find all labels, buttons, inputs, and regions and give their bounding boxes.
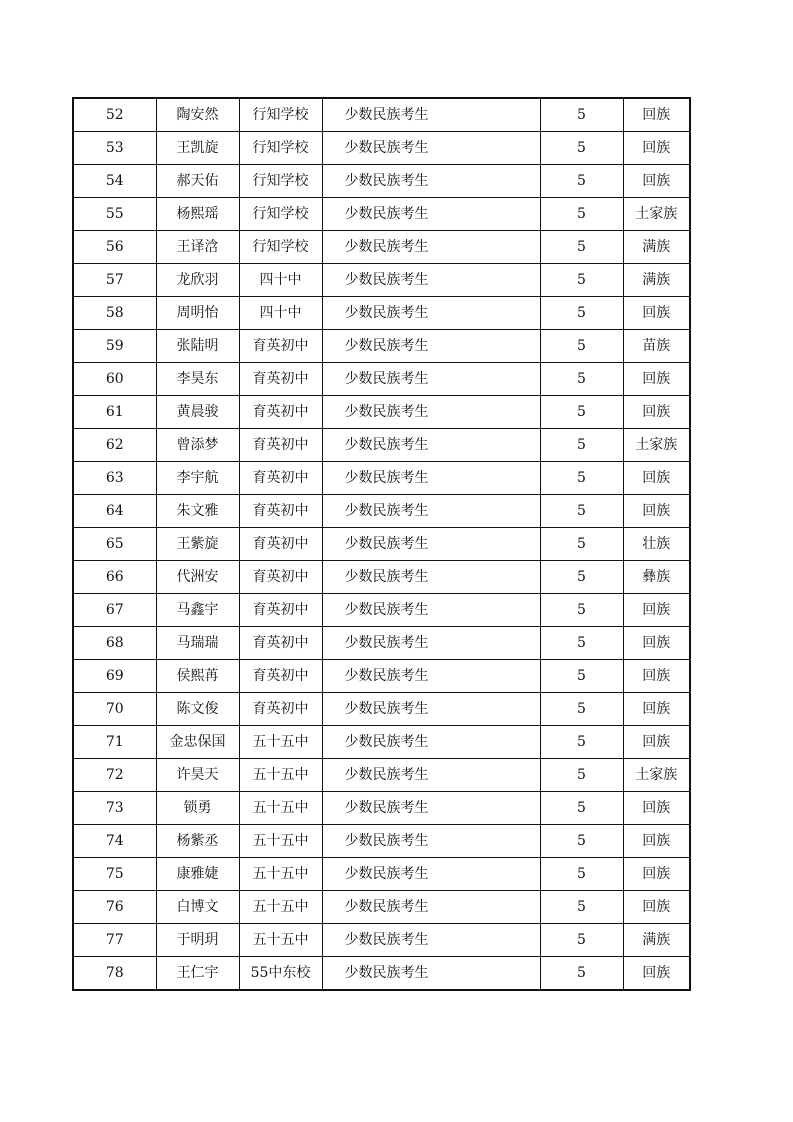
cell-ethnicity: 苗族: [623, 330, 690, 363]
cell-student-name: 锁勇: [156, 792, 239, 825]
cell-student-name: 李宇航: [156, 462, 239, 495]
cell-school: 五十五中: [239, 858, 322, 891]
cell-student-name: 白博文: [156, 891, 239, 924]
cell-bonus-points: 5: [540, 792, 623, 825]
cell-ethnicity: 回族: [623, 825, 690, 858]
cell-school: 育英初中: [239, 495, 322, 528]
cell-school: 育英初中: [239, 462, 322, 495]
cell-ethnicity: 回族: [623, 858, 690, 891]
cell-ethnicity: 彝族: [623, 561, 690, 594]
cell-school: 育英初中: [239, 396, 322, 429]
cell-school: 育英初中: [239, 660, 322, 693]
cell-ethnicity: 壮族: [623, 528, 690, 561]
cell-ethnicity: 回族: [623, 462, 690, 495]
cell-school: 四十中: [239, 297, 322, 330]
cell-ethnicity: 回族: [623, 957, 690, 991]
cell-bonus-points: 5: [540, 462, 623, 495]
cell-bonus-points: 5: [540, 297, 623, 330]
table-row: [73, 957, 690, 991]
table-row: [73, 495, 690, 528]
cell-school: 行知学校: [239, 98, 322, 132]
table-row: [73, 594, 690, 627]
cell-school: 育英初中: [239, 693, 322, 726]
table-row: [73, 660, 690, 693]
cell-school: 行知学校: [239, 132, 322, 165]
cell-ethnicity: 土家族: [623, 198, 690, 231]
cell-student-name: 王紫旋: [156, 528, 239, 561]
cell-number: 61: [73, 396, 156, 429]
cell-ethnicity: 回族: [623, 693, 690, 726]
table-row: [73, 132, 690, 165]
cell-ethnicity: 回族: [623, 297, 690, 330]
cell-category: 少数民族考生: [322, 231, 540, 264]
cell-ethnicity: 回族: [623, 660, 690, 693]
cell-bonus-points: 5: [540, 231, 623, 264]
cell-ethnicity: 土家族: [623, 429, 690, 462]
cell-student-name: 王译浛: [156, 231, 239, 264]
cell-number: 59: [73, 330, 156, 363]
cell-school: 育英初中: [239, 528, 322, 561]
cell-school: 五十五中: [239, 825, 322, 858]
cell-student-name: 陶安然: [156, 98, 239, 132]
cell-student-name: 朱文雅: [156, 495, 239, 528]
cell-bonus-points: 5: [540, 98, 623, 132]
cell-bonus-points: 5: [540, 693, 623, 726]
cell-number: 76: [73, 891, 156, 924]
cell-student-name: 康雅婕: [156, 858, 239, 891]
cell-bonus-points: 5: [540, 363, 623, 396]
table-row: [73, 726, 690, 759]
cell-ethnicity: 回族: [623, 363, 690, 396]
cell-ethnicity: 回族: [623, 396, 690, 429]
cell-bonus-points: 5: [540, 165, 623, 198]
cell-ethnicity: 回族: [623, 98, 690, 132]
cell-number: 63: [73, 462, 156, 495]
cell-number: 64: [73, 495, 156, 528]
cell-ethnicity: 回族: [623, 792, 690, 825]
cell-number: 72: [73, 759, 156, 792]
cell-bonus-points: 5: [540, 957, 623, 991]
cell-ethnicity: 回族: [623, 132, 690, 165]
cell-category: 少数民族考生: [322, 132, 540, 165]
cell-school: 育英初中: [239, 330, 322, 363]
cell-number: 57: [73, 264, 156, 297]
cell-bonus-points: 5: [540, 858, 623, 891]
cell-category: 少数民族考生: [322, 297, 540, 330]
cell-bonus-points: 5: [540, 330, 623, 363]
cell-ethnicity: 满族: [623, 264, 690, 297]
cell-bonus-points: 5: [540, 759, 623, 792]
cell-school: 五十五中: [239, 792, 322, 825]
cell-student-name: 周明怡: [156, 297, 239, 330]
cell-bonus-points: 5: [540, 528, 623, 561]
cell-student-name: 杨熙瑶: [156, 198, 239, 231]
table-row: [73, 429, 690, 462]
cell-category: 少数民族考生: [322, 726, 540, 759]
table-row: [73, 891, 690, 924]
cell-category: 少数民族考生: [322, 957, 540, 991]
cell-student-name: 李昊东: [156, 363, 239, 396]
cell-category: 少数民族考生: [322, 858, 540, 891]
table-row: [73, 627, 690, 660]
cell-student-name: 郝天佑: [156, 165, 239, 198]
cell-category: 少数民族考生: [322, 264, 540, 297]
cell-ethnicity: 土家族: [623, 759, 690, 792]
cell-bonus-points: 5: [540, 891, 623, 924]
cell-number: 77: [73, 924, 156, 957]
cell-category: 少数民族考生: [322, 825, 540, 858]
cell-bonus-points: 5: [540, 198, 623, 231]
table-row: [73, 792, 690, 825]
cell-category: 少数民族考生: [322, 198, 540, 231]
table-row: [73, 759, 690, 792]
table-row: [73, 264, 690, 297]
cell-school: 育英初中: [239, 561, 322, 594]
cell-student-name: 杨紫丞: [156, 825, 239, 858]
bonus-points-table: [72, 97, 691, 991]
cell-bonus-points: 5: [540, 825, 623, 858]
cell-number: 67: [73, 594, 156, 627]
cell-category: 少数民族考生: [322, 660, 540, 693]
cell-bonus-points: 5: [540, 924, 623, 957]
cell-number: 70: [73, 693, 156, 726]
cell-category: 少数民族考生: [322, 627, 540, 660]
cell-ethnicity: 回族: [623, 165, 690, 198]
cell-number: 66: [73, 561, 156, 594]
cell-category: 少数民族考生: [322, 330, 540, 363]
cell-school: 四十中: [239, 264, 322, 297]
table-row: [73, 363, 690, 396]
cell-number: 62: [73, 429, 156, 462]
cell-ethnicity: 回族: [623, 726, 690, 759]
cell-category: 少数民族考生: [322, 462, 540, 495]
cell-ethnicity: 满族: [623, 231, 690, 264]
cell-student-name: 黄晨骏: [156, 396, 239, 429]
cell-category: 少数民族考生: [322, 165, 540, 198]
cell-number: 75: [73, 858, 156, 891]
table-row: [73, 528, 690, 561]
cell-category: 少数民族考生: [322, 429, 540, 462]
cell-school: 五十五中: [239, 726, 322, 759]
cell-student-name: 侯熙苒: [156, 660, 239, 693]
cell-school: 行知学校: [239, 165, 322, 198]
cell-school: 育英初中: [239, 429, 322, 462]
table-row: [73, 297, 690, 330]
cell-student-name: 曾添梦: [156, 429, 239, 462]
cell-category: 少数民族考生: [322, 594, 540, 627]
cell-bonus-points: 5: [540, 132, 623, 165]
cell-student-name: 陈文俊: [156, 693, 239, 726]
cell-school: 五十五中: [239, 759, 322, 792]
table-row: [73, 462, 690, 495]
cell-category: 少数民族考生: [322, 561, 540, 594]
cell-bonus-points: 5: [540, 264, 623, 297]
table-row: [73, 98, 690, 132]
cell-bonus-points: 5: [540, 726, 623, 759]
cell-school: 五十五中: [239, 891, 322, 924]
cell-category: 少数民族考生: [322, 528, 540, 561]
cell-number: 73: [73, 792, 156, 825]
cell-number: 74: [73, 825, 156, 858]
cell-bonus-points: 5: [540, 561, 623, 594]
cell-ethnicity: 回族: [623, 891, 690, 924]
cell-category: 少数民族考生: [322, 396, 540, 429]
cell-student-name: 马鑫宇: [156, 594, 239, 627]
cell-school: 育英初中: [239, 594, 322, 627]
cell-ethnicity: 回族: [623, 627, 690, 660]
cell-student-name: 许昊天: [156, 759, 239, 792]
cell-student-name: 代洲安: [156, 561, 239, 594]
cell-category: 少数民族考生: [322, 363, 540, 396]
cell-category: 少数民族考生: [322, 98, 540, 132]
cell-student-name: 张陆明: [156, 330, 239, 363]
cell-school: 行知学校: [239, 198, 322, 231]
cell-number: 56: [73, 231, 156, 264]
cell-category: 少数民族考生: [322, 924, 540, 957]
cell-school: 五十五中: [239, 924, 322, 957]
cell-student-name: 金忠保国: [156, 726, 239, 759]
cell-category: 少数民族考生: [322, 693, 540, 726]
cell-number: 52: [73, 98, 156, 132]
cell-student-name: 王仁宇: [156, 957, 239, 991]
cell-number: 65: [73, 528, 156, 561]
cell-category: 少数民族考生: [322, 495, 540, 528]
cell-student-name: 于明玥: [156, 924, 239, 957]
cell-bonus-points: 5: [540, 594, 623, 627]
cell-ethnicity: 回族: [623, 495, 690, 528]
table-row: [73, 396, 690, 429]
cell-school: 55中东校: [239, 957, 322, 991]
cell-school: 育英初中: [239, 363, 322, 396]
cell-category: 少数民族考生: [322, 759, 540, 792]
cell-number: 55: [73, 198, 156, 231]
table-row: [73, 693, 690, 726]
document-page: [72, 97, 689, 991]
cell-number: 78: [73, 957, 156, 991]
table-row: [73, 231, 690, 264]
cell-number: 60: [73, 363, 156, 396]
cell-school: 育英初中: [239, 627, 322, 660]
cell-bonus-points: 5: [540, 396, 623, 429]
cell-number: 58: [73, 297, 156, 330]
table-row: [73, 825, 690, 858]
cell-number: 54: [73, 165, 156, 198]
table-row: [73, 330, 690, 363]
cell-category: 少数民族考生: [322, 891, 540, 924]
cell-ethnicity: 满族: [623, 924, 690, 957]
table-row: [73, 198, 690, 231]
table-row: [73, 858, 690, 891]
cell-student-name: 龙欣羽: [156, 264, 239, 297]
table-row: [73, 165, 690, 198]
cell-number: 69: [73, 660, 156, 693]
cell-number: 68: [73, 627, 156, 660]
table-body: [73, 98, 690, 990]
table-row: [73, 924, 690, 957]
cell-category: 少数民族考生: [322, 792, 540, 825]
cell-student-name: 王凯旋: [156, 132, 239, 165]
cell-student-name: 马瑞瑞: [156, 627, 239, 660]
cell-number: 71: [73, 726, 156, 759]
cell-school: 行知学校: [239, 231, 322, 264]
cell-bonus-points: 5: [540, 660, 623, 693]
table-row: [73, 561, 690, 594]
cell-number: 53: [73, 132, 156, 165]
cell-ethnicity: 回族: [623, 594, 690, 627]
cell-bonus-points: 5: [540, 495, 623, 528]
cell-bonus-points: 5: [540, 429, 623, 462]
cell-bonus-points: 5: [540, 627, 623, 660]
